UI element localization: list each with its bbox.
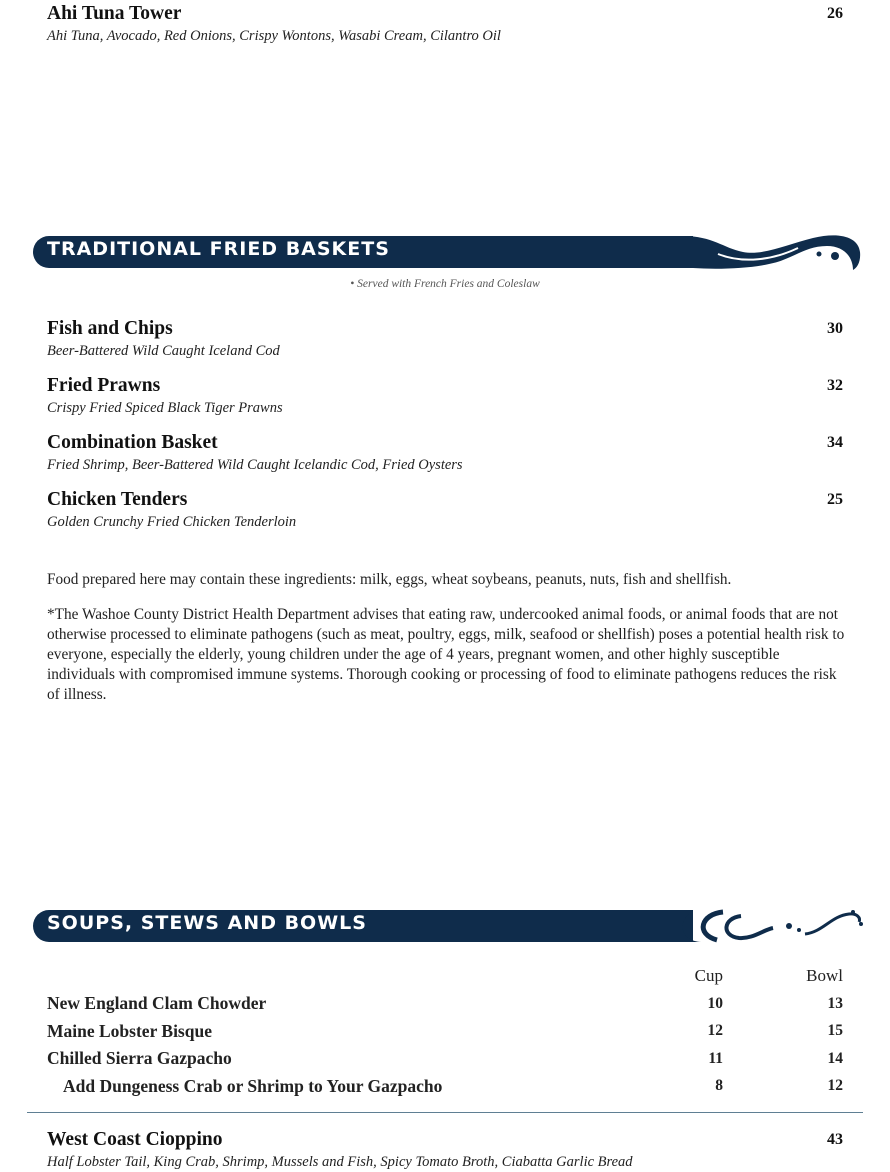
section-note: • Served with French Fries and Coleslaw (350, 278, 540, 290)
bowl-price: 14 (827, 1050, 843, 1067)
cup-price: 8 (715, 1077, 723, 1094)
soup-name: Maine Lobster Bisque (47, 1021, 212, 1041)
dish-price: 34 (827, 434, 843, 451)
curl-wave-icon (613, 904, 863, 948)
dish-price: 32 (827, 377, 843, 394)
health-advisory: *The Washoe County District Health Department advises that eating raw, undercooked animal foods, or animal foods that are not otherwise processed to eliminate pathogens (such as meat, poultry, eggs, milk, seafood or shellfish) poses a potential health risk to everyone, especially the elderly, young children under the age of 4 years, pregnant women, and other highly susceptible individuals with compromised immune systems. Thorough cooking or processing of food to eliminate pathogens reduces the risk of illness. (47, 606, 845, 703)
cup-price: 12 (707, 1022, 723, 1039)
bowl-price: 12 (827, 1077, 843, 1094)
column-header-bowl: Bowl (806, 966, 843, 985)
bowl-price: 13 (827, 995, 843, 1012)
dish-price: 25 (827, 491, 843, 508)
dish-name: Chicken Tenders (47, 489, 188, 510)
wave-swirl-icon (613, 230, 863, 274)
section-title: SOUPS, STEWS AND BOWLS (47, 912, 367, 934)
dish-description: Golden Crunchy Fried Chicken Tenderloin (47, 514, 297, 530)
dish-price: 26 (827, 5, 843, 22)
dish-description: Crispy Fried Spiced Black Tiger Prawns (47, 400, 283, 416)
dish-description: Fried Shrimp, Beer-Battered Wild Caught Icelandic Cod, Fried Oysters (47, 457, 463, 473)
section-title: TRADITIONAL FRIED BASKETS (47, 238, 390, 260)
dish-price: 43 (827, 1131, 843, 1148)
dish-name: Combination Basket (47, 432, 218, 453)
column-header-cup: Cup (694, 966, 723, 985)
soup-name: New England Clam Chowder (47, 993, 267, 1013)
dish-name: Fried Prawns (47, 375, 161, 396)
section-banner-fried (33, 230, 860, 270)
dish-description: Half Lobster Tail, King Crab, Shrimp, Mussels and Fish, Spicy Tomato Broth, Ciabatta Garlic Bread (47, 1154, 633, 1170)
soup-name: Add Dungeness Crab or Shrimp to Your Gazpacho (63, 1076, 443, 1096)
dish-description: Beer-Battered Wild Caught Iceland Cod (47, 343, 280, 359)
dish-name: Fish and Chips (47, 318, 173, 339)
section-banner-soups (33, 904, 860, 944)
dish-price: 30 (827, 320, 843, 337)
section-divider (27, 1112, 863, 1113)
dish-name: West Coast Cioppino (47, 1129, 223, 1150)
bowl-price: 15 (827, 1022, 843, 1039)
dish-name: Ahi Tuna Tower (47, 3, 182, 24)
allergen-notice: Food prepared here may contain these ingredients: milk, eggs, wheat soybeans, peanuts, nuts, fish and shellfish. (47, 571, 732, 588)
cup-price: 11 (708, 1050, 723, 1067)
cup-price: 10 (707, 995, 723, 1012)
soup-name: Chilled Sierra Gazpacho (47, 1048, 232, 1068)
dish-description: Ahi Tuna, Avocado, Red Onions, Crispy Wontons, Wasabi Cream, Cilantro Oil (47, 28, 501, 44)
